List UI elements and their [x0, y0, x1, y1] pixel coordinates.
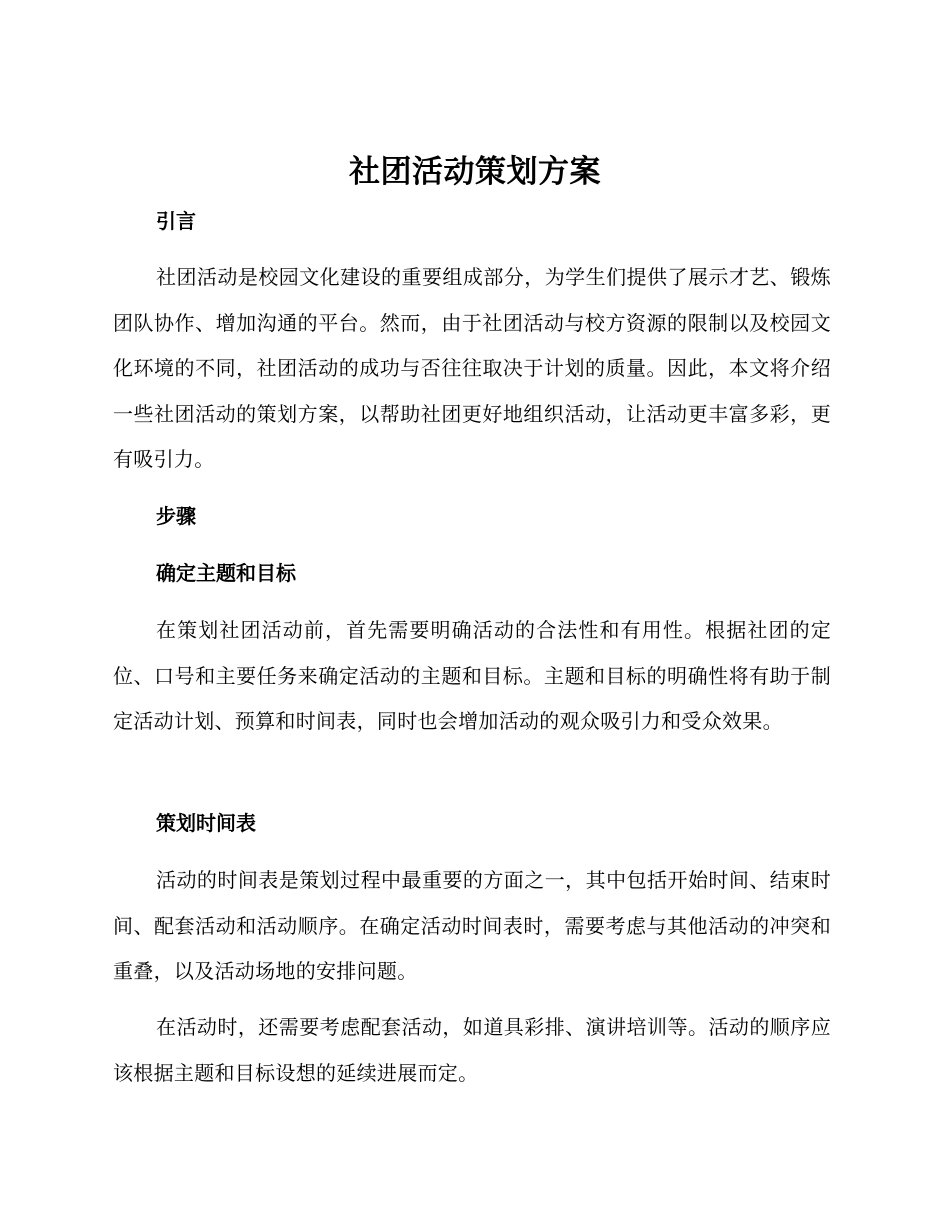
paragraph: 在活动时，还需要考虑配套活动，如道具彩排、演讲培训等。活动的顺序应该根据主题和目标设想的延续进展而定。 [113, 1015, 831, 1085]
paragraph: 社团活动是校园文化建设的重要组成部分，为学生们提供了展示才艺、锻炼团队协作、增加沟通的平台。然而，由于社团活动与校方资源的限制以及校园文化环境的不同，社团活动的成功与否往往取决于计划的质量。因此，本文将介绍一些社团活动的策划方案，以帮助社团更好地组织活动，让活动更丰富多彩，更有吸引力。 [113, 265, 831, 471]
section-heading: 引言 [156, 209, 196, 233]
section-schedule-body-2 [113, 1005, 831, 1096]
section-steps [113, 501, 831, 531]
section-introduction-body [113, 255, 831, 483]
section-heading: 步骤 [156, 504, 196, 528]
section-heading: 策划时间表 [156, 811, 256, 835]
section-introduction [113, 206, 831, 236]
paragraph: 在策划社团活动前，首先需要明确活动的合法性和有用性。根据社团的定位、口号和主要任务来确定活动的主题和目标。主题和目标的明确性将有助于制定活动计划、预算和时间表，同时也会增加活动的观众吸引力和受众效果。 [113, 618, 831, 733]
section-heading: 确定主题和目标 [156, 561, 296, 585]
document-title: 社团活动策划方案 [349, 154, 601, 190]
section-schedule [113, 808, 831, 838]
section-schedule-body-1 [113, 858, 831, 995]
paragraph: 活动的时间表是策划过程中最重要的方面之一，其中包括开始时间、结束时间、配套活动和活动顺序。在确定活动时间表时，需要考虑与其他活动的冲突和重叠，以及活动场地的安排问题。 [113, 868, 831, 983]
section-theme-goals-body [113, 608, 831, 745]
section-theme-goals [113, 558, 831, 588]
